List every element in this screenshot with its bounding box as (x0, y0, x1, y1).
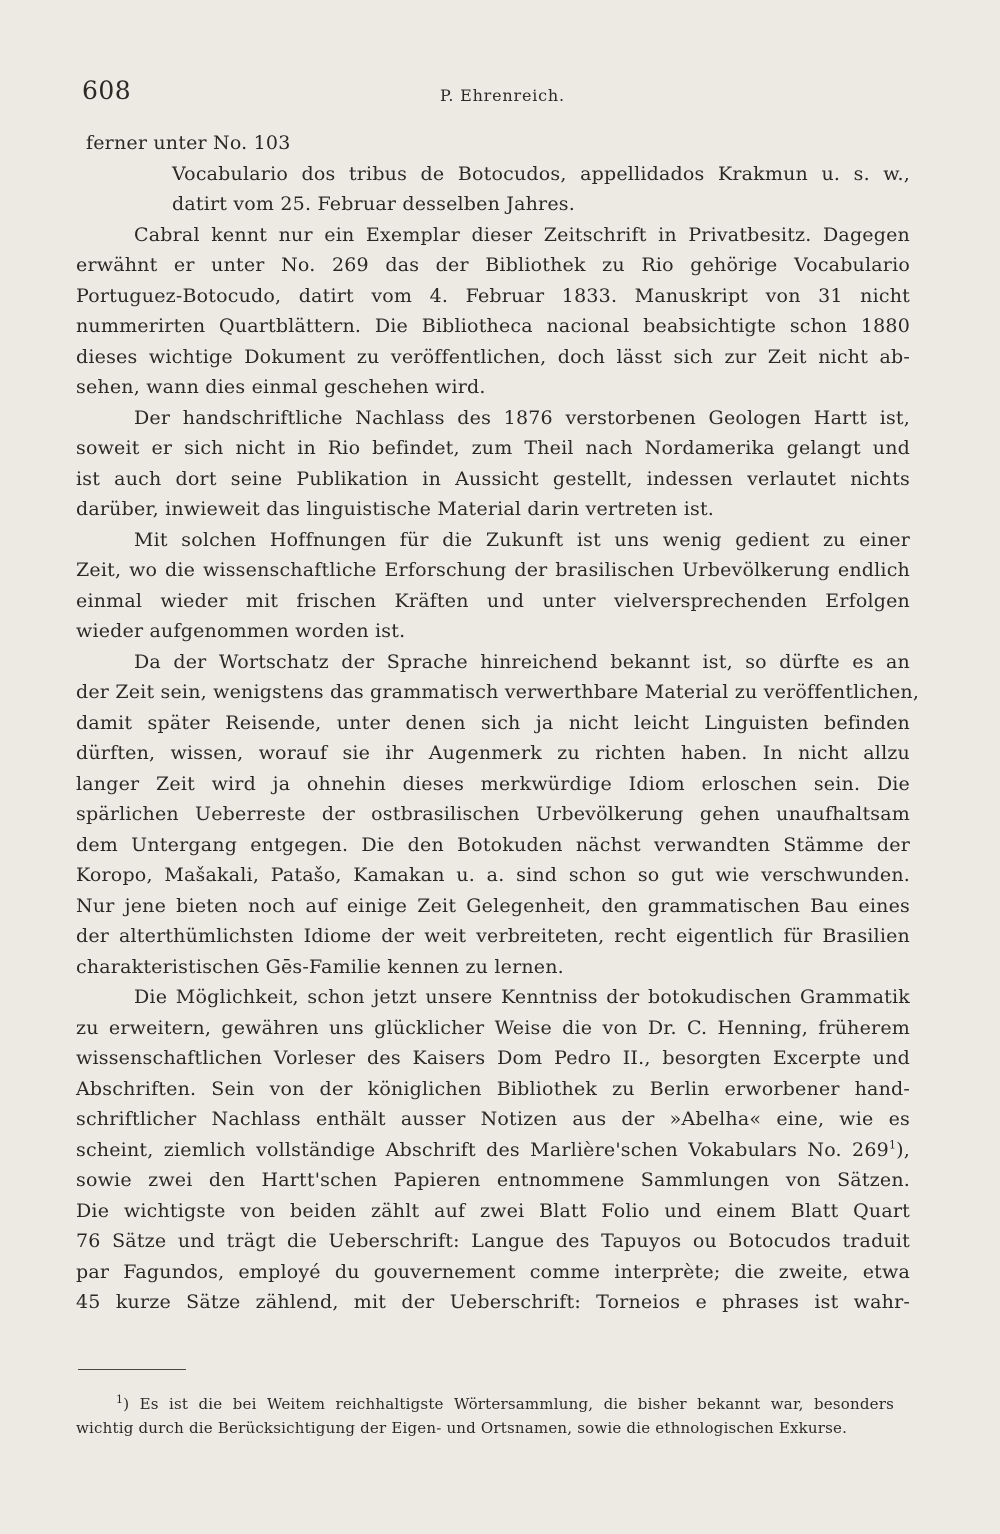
footnote-marker-suffix: ) (123, 1395, 130, 1413)
text-line: par Fagundos, employé du gouvernement comme interprète; die zweite, etwa (76, 1260, 910, 1283)
text-line: Vocabulario dos tribus de Botocudos, appellidados Krakmun u. s. w., (172, 162, 910, 185)
footnote-divider (78, 1369, 186, 1370)
text-line: datirt vom 25. Februar desselben Jahres. (172, 193, 575, 215)
text-line-with-footnote-ref (76, 1135, 910, 1166)
text-line: sowie zwei den Hartt'schen Papieren entnommene Sammlungen von Sätzen. (76, 1169, 910, 1191)
text-line: wissenschaftlichen Vorleser des Kaisers Dom Pedro II., besorgten Excerpte und (76, 1047, 910, 1069)
text-line: Koropo, Mašakali, Patašo, Kamakan u. a. sind schon so gut wie verschwunden. (76, 864, 910, 886)
page-number: 608 (82, 76, 132, 105)
footnote-reference: 1 (888, 1138, 897, 1152)
text-line: spärlichen Ueberreste der ostbrasilischen Urbevölkerung gehen unaufhaltsam (76, 803, 910, 825)
text-line: dieses wichtige Dokument zu veröffentlichen, doch lässt sich zur Zeit nicht ab- (76, 345, 910, 368)
footnote-marker: 1 (116, 1393, 124, 1406)
text-line: erwähnt er unter No. 269 das der Bibliothek zu Rio gehörige Vocabulario (76, 254, 910, 276)
text-segment: scheint, ziemlich vollständige Abschrift des Marlière'schen Vokabulars No. 269 (76, 1138, 889, 1161)
body-text (76, 128, 920, 1318)
text-line: 76 Sätze und trägt die Ueberschrift: Langue des Tapuyos ou Botocudos traduit (76, 1230, 910, 1252)
text-line: dürften, wissen, worauf sie ihr Augenmerk zu richten haben. In nicht allzu (76, 742, 910, 764)
text-line: darüber, inwieweit das linguistische Material darin vertreten ist. (76, 498, 715, 520)
footnote-reference-suffix: ), (896, 1138, 910, 1161)
text-line: Der handschriftliche Nachlass des 1876 verstorbenen Geologen Hartt ist, (134, 406, 910, 429)
footnote (76, 1392, 894, 1440)
text-line: ist auch dort seine Publikation in Aussicht gestellt, indessen verlautet nichts (76, 467, 910, 490)
text-line: damit später Reisende, unter denen sich ja nicht leicht Linguisten befinden (76, 711, 910, 734)
text-line: Zeit, wo die wissenschaftliche Erforschung der brasilischen Urbevölkerung endlich (76, 559, 910, 581)
text-line: Nur jene bieten noch auf einige Zeit Gelegenheit, den grammatischen Bau eines (76, 894, 910, 917)
running-head: P. Ehrenreich. (440, 86, 565, 105)
text-line: schriftlicher Nachlass enthält ausser Notizen aus der »Abelha« eine, wie es (76, 1108, 910, 1130)
footnote-line: wichtig durch die Berücksichtigung der Eigen- und Ortsnamen, sowie die ethnologischen Exkurse. (76, 1419, 848, 1437)
text-line: Die Möglichkeit, schon jetzt unsere Kenntniss der botokudischen Grammatik (134, 986, 910, 1008)
text-line: wieder aufgenommen worden ist. (76, 620, 406, 642)
page-header (82, 76, 908, 112)
text-line: 45 kurze Sätze zählend, mit der Ueberschrift: Torneios e phrases ist wahr- (76, 1291, 910, 1313)
text-line: charakteristischen Gēs-Familie kennen zu lernen. (76, 955, 564, 978)
text-line: ferner unter No. 103 (86, 132, 291, 154)
text-line: Mit solchen Hoffnungen für die Zukunft ist uns wenig gedient zu einer (134, 528, 910, 551)
text-line: langer Zeit wird ja ohnehin dieses merkwürdige Idiom erloschen sein. Die (76, 772, 910, 795)
text-line: Da der Wortschatz der Sprache hinreichend bekannt ist, so dürfte es an (134, 650, 910, 673)
footnote-line (76, 1392, 894, 1416)
text-line: soweit er sich nicht in Rio befindet, zum Theil nach Nordamerika gelangt und (76, 437, 910, 459)
text-line: dem Untergang entgegen. Die den Botokuden nächst verwandten Stämme der (76, 833, 910, 856)
text-line: der alterthümlichsten Idiome der weit verbreiteten, recht eigentlich für Brasilien (76, 925, 910, 947)
text-line: nummerirten Quartblättern. Die Bibliotheca nacional beabsichtigte schon 1880 (76, 315, 910, 337)
text-line: der Zeit sein, wenigstens das grammatisch verwerthbare Material zu veröffentlichen, (76, 681, 920, 703)
text-line: einmal wieder mit frischen Kräften und unter vielversprechenden Erfolgen (76, 589, 910, 612)
text-line: Cabral kennt nur ein Exemplar dieser Zeitschrift in Privatbesitz. Dagegen (134, 223, 910, 246)
text-line: sehen, wann dies einmal geschehen wird. (76, 376, 486, 398)
text-line: zu erweitern, gewähren uns glücklicher Weise die von Dr. C. Henning, früherem (76, 1016, 910, 1039)
text-line: Abschriften. Sein von der königlichen Bibliothek zu Berlin erworbener hand- (76, 1077, 910, 1100)
text-line: Portuguez-Botocudo, datirt vom 4. Februar 1833. Manuskript von 31 nicht (76, 284, 910, 307)
footnote-text: Es ist die bei Weitem reichhaltigste Wörtersammlung, die bisher bekannt war, besonders (139, 1395, 894, 1413)
text-line: Die wichtigste von beiden zählt auf zwei Blatt Folio und einem Blatt Quart (76, 1199, 910, 1222)
